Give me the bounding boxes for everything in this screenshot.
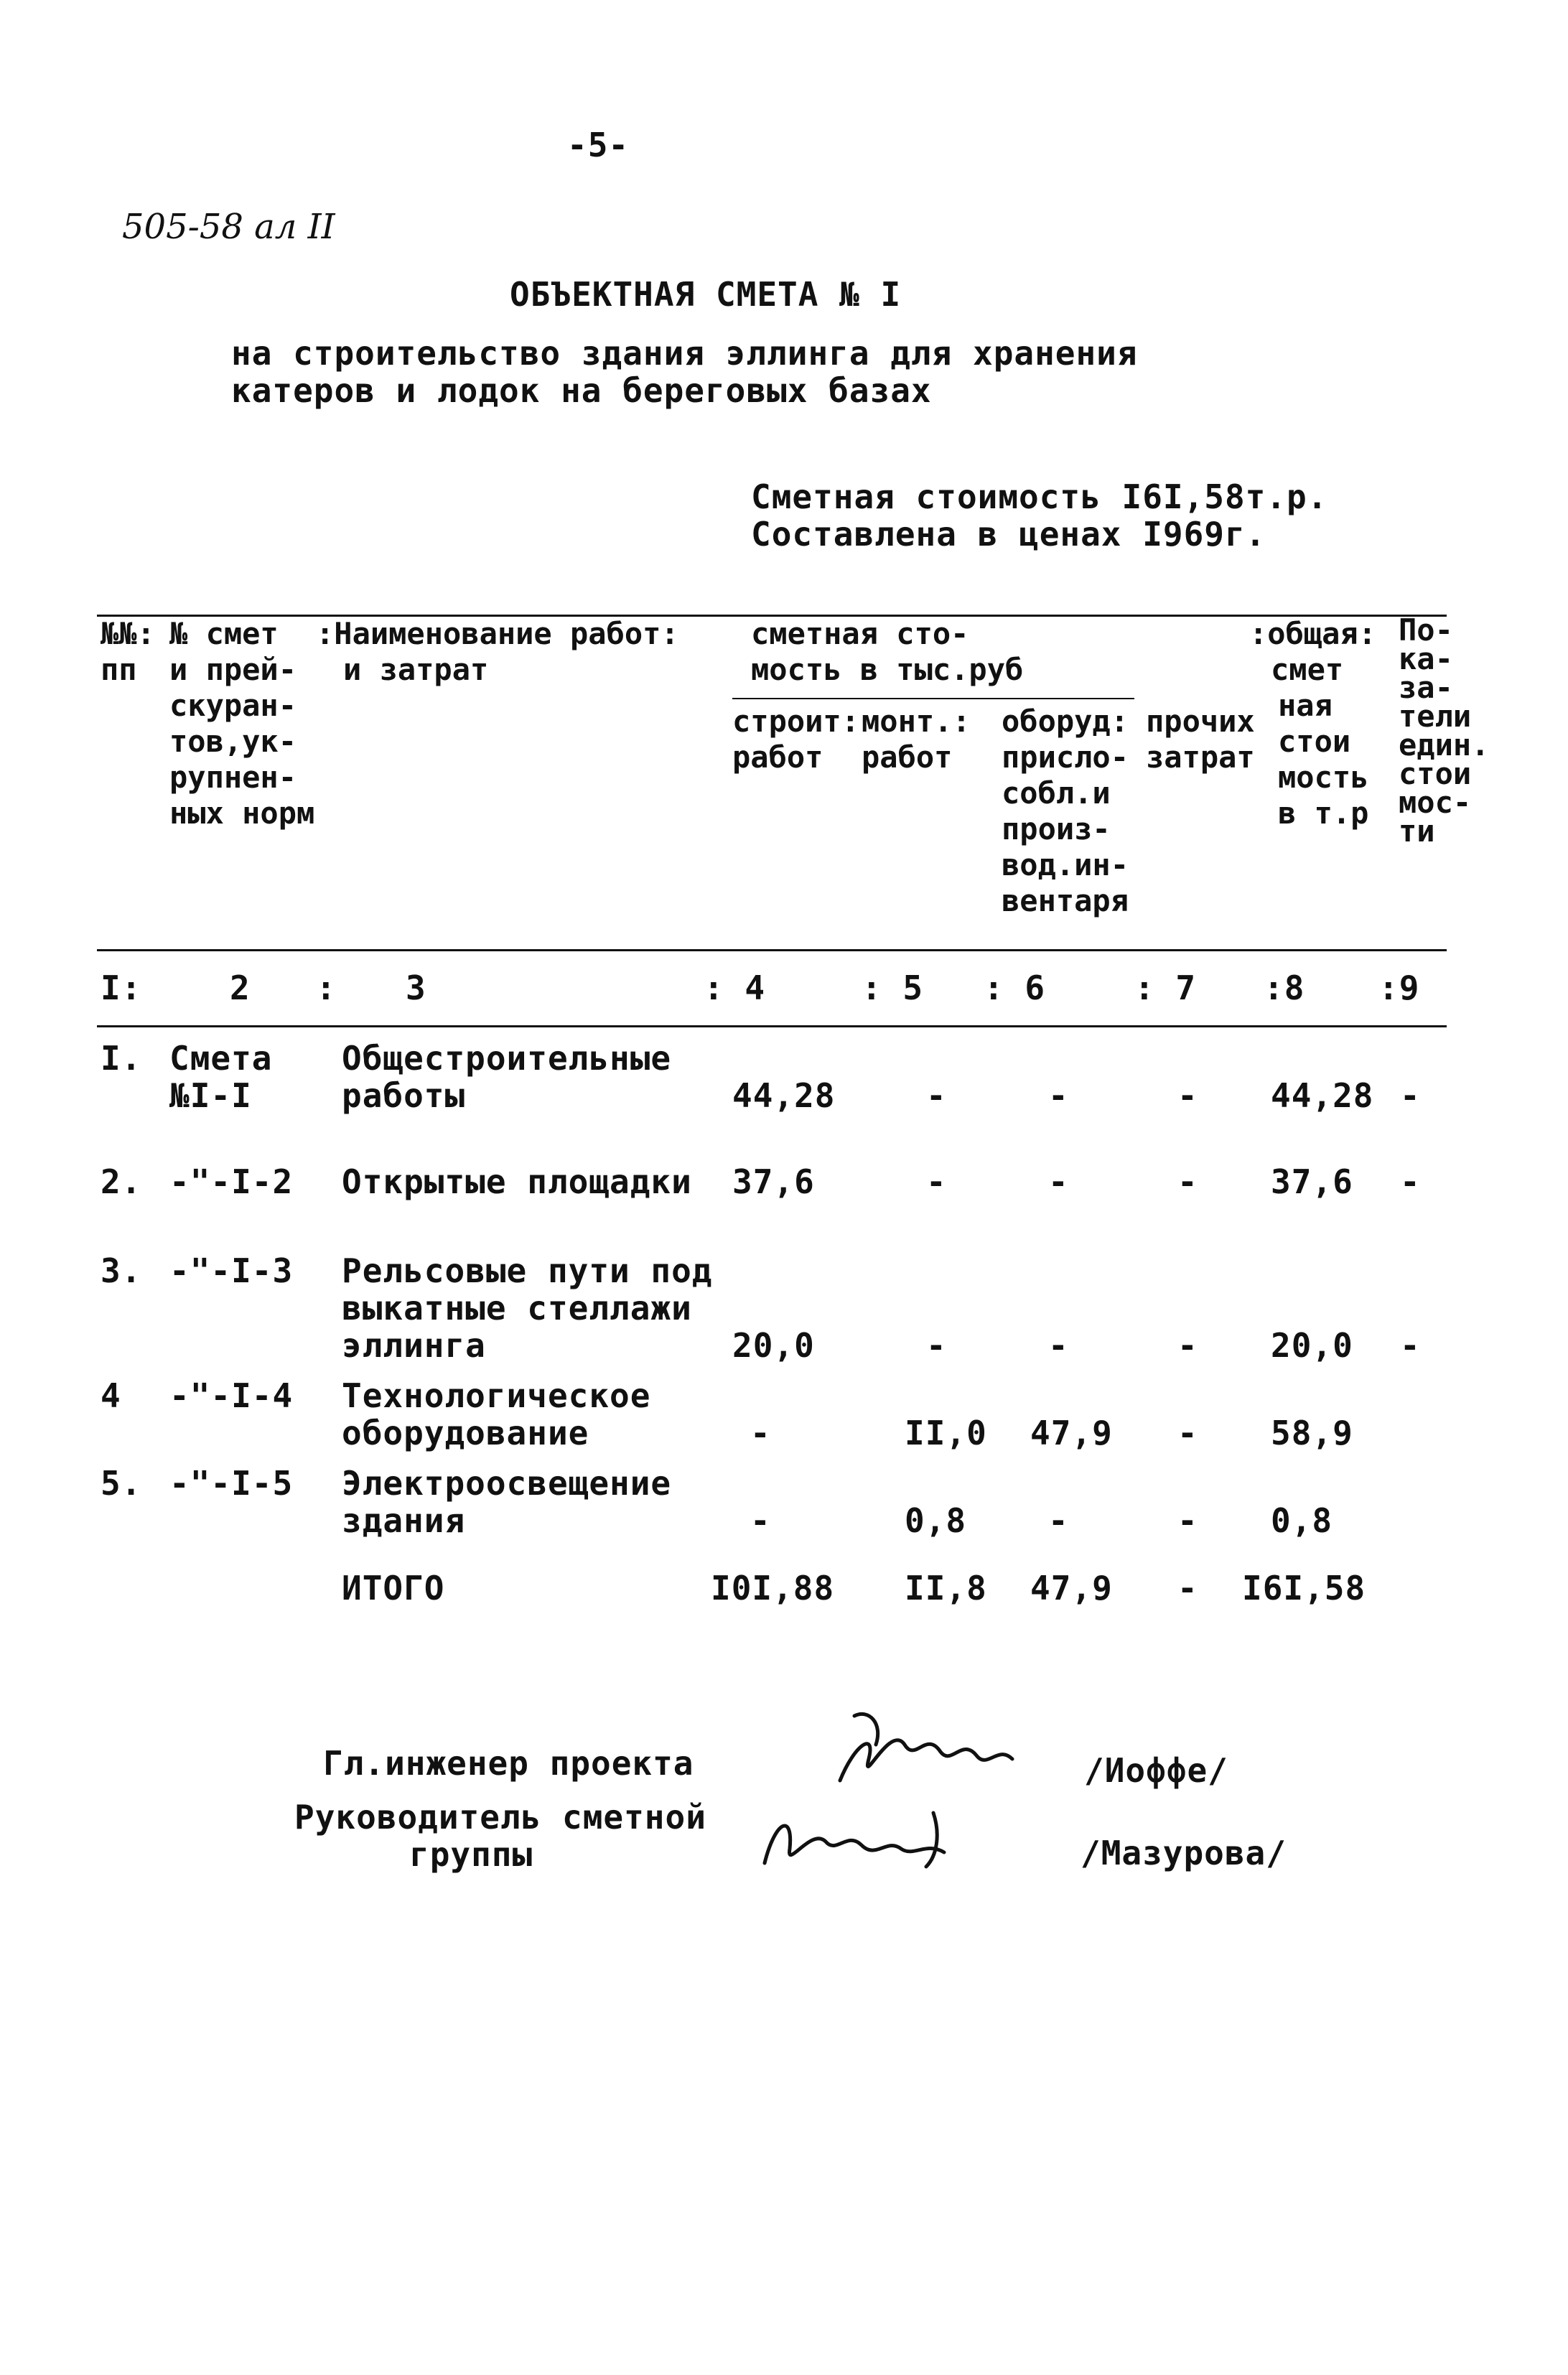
header-text: ных норм	[169, 795, 315, 831]
cell-other: -	[1177, 1326, 1198, 1365]
header-text: и затрат	[343, 652, 489, 687]
row-number: 2.	[101, 1162, 142, 1201]
cell-equipment: -	[1048, 1501, 1069, 1540]
row-code	[169, 1040, 272, 1114]
header-bottom-rule	[97, 949, 1447, 951]
header-text: стои	[1399, 756, 1472, 791]
header-text: собл.и	[1002, 775, 1111, 811]
total-row	[101, 1569, 1436, 1613]
cell-total: 37,6	[1271, 1162, 1353, 1201]
price-basis: Составлена в ценах I969г.	[751, 515, 1266, 554]
header-text: вентаря	[1002, 883, 1129, 918]
header-col-equipment	[1002, 704, 1129, 919]
cell-construction: -	[750, 1414, 771, 1452]
cell-other: -	[1177, 1414, 1198, 1452]
code-line: Смета	[169, 1039, 273, 1078]
cell-unit: -	[1400, 1162, 1421, 1201]
row-name: Открытые площадки	[342, 1162, 692, 1201]
header-text: монт.:	[862, 704, 971, 739]
header-text: ка-	[1399, 641, 1453, 676]
document-title: ОБЪЕКТНАЯ СМЕТА № I	[510, 275, 902, 314]
header-text: ти	[1399, 813, 1435, 849]
header-text: ная	[1278, 688, 1333, 723]
row-number: I.	[101, 1039, 142, 1078]
header-col-estimate-code	[169, 616, 314, 831]
header-col-installation	[862, 704, 971, 775]
colnum-bottom-rule	[97, 1025, 1447, 1027]
header-text: смет	[1271, 652, 1344, 687]
cell-unit: -	[1400, 1076, 1421, 1115]
signer-2-name: /Мазурова/	[1081, 1834, 1287, 1872]
estimated-cost: Сметная стоимость I6I,58т.р.	[751, 477, 1328, 516]
header-text: оборуд:	[1002, 704, 1129, 739]
colnum-1: I:	[101, 969, 142, 1007]
row-name	[342, 1377, 650, 1452]
header-col-work-name	[316, 616, 679, 688]
name-line: Технологическое	[342, 1376, 651, 1415]
header-text: тели	[1399, 699, 1472, 734]
total-label: ИТОГО	[342, 1569, 445, 1608]
header-text: № смет	[169, 616, 279, 651]
table-row	[101, 1252, 1436, 1367]
total-equipment: 47,9	[1030, 1569, 1113, 1608]
total-sum: I6I,58	[1242, 1569, 1366, 1608]
cell-construction: -	[750, 1501, 771, 1540]
header-text: произ-	[1002, 811, 1111, 846]
row-code: -"-I-2	[169, 1162, 294, 1201]
header-col-construction	[732, 704, 859, 775]
colnum-9: :9	[1378, 969, 1420, 1007]
header-text: работ	[732, 739, 823, 775]
cell-equipment: -	[1048, 1162, 1069, 1201]
cell-other: -	[1177, 1501, 1198, 1540]
cell-installation: -	[926, 1076, 947, 1115]
header-col-number	[101, 616, 155, 688]
name-line: выкатные стеллажи	[342, 1289, 692, 1328]
cell-installation: 0,8	[905, 1501, 967, 1540]
name-line: оборудование	[342, 1414, 589, 1452]
subtitle-line: на строительство здания эллинга для хранения	[231, 334, 1138, 373]
header-col-unit-indicators	[1399, 612, 1490, 849]
row-name	[342, 1040, 671, 1114]
colnum-5: : 5	[862, 969, 924, 1007]
total-construction: I0I,88	[711, 1569, 835, 1608]
colnum-6: : 6	[984, 969, 1046, 1007]
signer-1-name: /Иоффе/	[1084, 1751, 1228, 1790]
header-text: в т.р	[1278, 795, 1369, 831]
cell-construction: 20,0	[732, 1326, 815, 1365]
cell-equipment: -	[1048, 1076, 1069, 1115]
cell-equipment: 47,9	[1030, 1414, 1113, 1452]
cell-installation: -	[926, 1162, 947, 1201]
name-line: работы	[342, 1076, 466, 1115]
cell-total: 20,0	[1271, 1326, 1353, 1365]
cell-installation: -	[926, 1326, 947, 1365]
header-text: и прей-	[169, 652, 297, 687]
row-code: -"-I-4	[169, 1376, 294, 1415]
table-row	[101, 1377, 1436, 1456]
code-line: №I-I	[169, 1076, 252, 1115]
name-line: Общестроительные	[342, 1039, 672, 1078]
cost-info	[751, 478, 1327, 553]
row-code: -"-I-5	[169, 1464, 294, 1503]
header-text: един.	[1399, 727, 1490, 762]
cell-installation: II,0	[905, 1414, 987, 1452]
header-text: за-	[1399, 670, 1453, 705]
column-number-row	[101, 969, 1436, 1012]
row-name	[342, 1252, 713, 1364]
colnum-3: 3	[406, 969, 426, 1007]
header-text: затрат	[1146, 739, 1255, 775]
role-line: группы	[409, 1835, 533, 1874]
page-number: -5-	[567, 126, 630, 164]
row-number: 5.	[101, 1464, 142, 1503]
document-stamp: 505-58 ал II	[122, 207, 335, 247]
cell-total: 58,9	[1271, 1414, 1353, 1452]
header-text: скуран-	[169, 688, 297, 723]
header-cost-group	[751, 616, 1023, 688]
header-text: пп	[101, 652, 137, 687]
header-text: тов,ук-	[169, 724, 297, 759]
name-line: Электроосвещение	[342, 1464, 672, 1503]
subtitle-line: катеров и лодок на береговых базах	[231, 371, 932, 410]
header-text: строит:	[732, 704, 860, 739]
header-text: рупнен-	[169, 760, 297, 795]
name-line: здания	[342, 1501, 466, 1540]
colnum-7: : 7	[1134, 969, 1197, 1007]
header-text: сметная сто-	[751, 616, 969, 651]
cell-other: -	[1177, 1162, 1198, 1201]
header-text: вод.ин-	[1002, 847, 1129, 882]
header-text: По-	[1399, 612, 1453, 648]
header-text: №№:	[101, 616, 155, 651]
name-line: эллинга	[342, 1326, 486, 1365]
row-name	[342, 1465, 671, 1539]
table-row	[101, 1040, 1436, 1119]
header-text: :Наименование работ:	[316, 616, 679, 651]
signer-2-role	[294, 1798, 706, 1873]
colnum-sep: :	[316, 969, 337, 1007]
colnum-2: 2	[230, 969, 251, 1007]
table-row	[101, 1163, 1436, 1206]
signature-ioffe-image	[826, 1702, 1070, 1802]
total-other: -	[1177, 1569, 1198, 1608]
header-text: мос-	[1399, 785, 1472, 820]
colnum-8: :8	[1264, 969, 1305, 1007]
signature-mazurova-image	[754, 1798, 969, 1877]
cell-total: 44,28	[1271, 1076, 1374, 1115]
cell-other: -	[1177, 1076, 1198, 1115]
header-text: прочих	[1146, 704, 1255, 739]
header-col-total	[1249, 616, 1376, 831]
header-group-rule	[732, 698, 1134, 699]
row-number: 3.	[101, 1251, 142, 1290]
cell-construction: 44,28	[732, 1076, 836, 1115]
header-text: :общая:	[1249, 616, 1377, 651]
signer-1-role: Гл.инженер проекта	[323, 1744, 694, 1783]
cell-equipment: -	[1048, 1326, 1069, 1365]
document-subtitle	[231, 335, 1138, 409]
colnum-4: : 4	[704, 969, 766, 1007]
cell-total: 0,8	[1271, 1501, 1333, 1540]
header-text: присло-	[1002, 739, 1129, 775]
header-text: стои	[1278, 724, 1351, 759]
row-code: -"-I-3	[169, 1251, 294, 1290]
cell-unit: -	[1400, 1326, 1421, 1365]
role-line: Руководитель сметной	[294, 1798, 706, 1837]
table-row	[101, 1465, 1436, 1544]
header-text: мость в тыс.руб	[751, 652, 1024, 687]
cell-construction: 37,6	[732, 1162, 815, 1201]
row-number: 4	[101, 1376, 121, 1415]
header-text: работ	[862, 739, 953, 775]
name-line: Рельсовые пути под	[342, 1251, 713, 1290]
total-installation: II,8	[905, 1569, 987, 1608]
header-text: мость	[1278, 760, 1369, 795]
header-col-other	[1146, 704, 1255, 775]
